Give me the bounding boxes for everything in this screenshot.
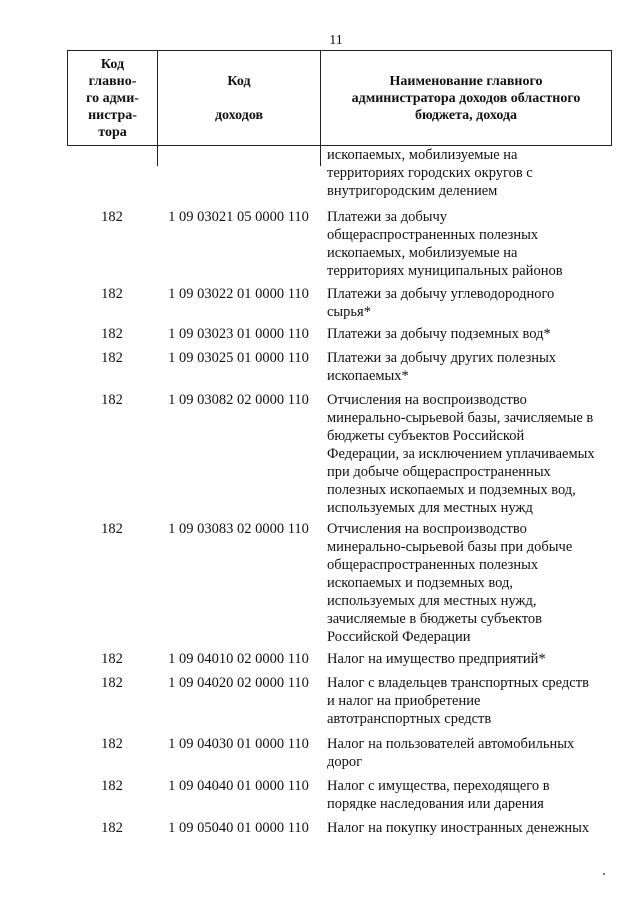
admin-code-cell: 182 bbox=[101, 350, 123, 366]
header-admin-code-label: Код главно- го адми- нистра- тора bbox=[86, 56, 139, 140]
income-name-cell: Платежи за добычу углеводородного сырья* bbox=[327, 286, 555, 320]
admin-code-cell: 182 bbox=[101, 392, 123, 408]
income-code-cell: 1 09 03083 02 0000 110 bbox=[168, 521, 309, 537]
income-code-cell: 1 09 04030 01 0000 110 bbox=[168, 736, 309, 752]
column-divider-2 bbox=[320, 146, 321, 166]
income-name-cell: ископаемых, мобилизуемые на территориях городских округов с внутригородским делением bbox=[327, 147, 533, 199]
income-name-cell: Налог с владельцев транспортных средств и налог на приобретение автотранспортных средств bbox=[327, 675, 589, 727]
income-name-cell: Отчисления на воспроизводство минерально-сырьевой базы при добыче общераспространенных полезных ископаемых и подземных вод, используемых для местных нужд, зачисляемые в бюджеты субъектов Российской Федерации bbox=[327, 521, 573, 645]
income-name-cell: Налог с имущества, переходящего в порядке наследования или дарения bbox=[327, 778, 550, 812]
admin-code-cell: 182 bbox=[101, 778, 123, 794]
income-name-cell: Налог на покупку иностранных денежных bbox=[327, 820, 590, 836]
income-name-cell: Платежи за добычу других полезных ископаемых* bbox=[327, 350, 557, 384]
income-name-cell: Налог на пользователей автомобильных дорог bbox=[327, 736, 575, 770]
income-name-cell: Платежи за добычу подземных вод* bbox=[327, 326, 551, 342]
admin-code-cell: 182 bbox=[101, 286, 123, 302]
income-code-cell: 1 09 04010 02 0000 110 bbox=[168, 651, 309, 667]
admin-code-cell: 182 bbox=[101, 820, 123, 836]
admin-code-cell: 182 bbox=[101, 651, 123, 667]
income-code-cell: 1 09 03022 01 0000 110 bbox=[168, 286, 309, 302]
income-code-cell: 1 09 03021 05 0000 110 bbox=[168, 209, 309, 225]
header-admin-code bbox=[68, 51, 158, 145]
income-name-cell: Отчисления на воспроизводство минерально-сырьевой базы, зачисляемые в бюджеты субъектов Российской Федерации, за исключением уплачиваемых при добыче общераспространенных полезных ископаемых и подземных вод, используемых для местных нужд bbox=[327, 392, 595, 516]
income-code-cell: 1 09 04040 01 0000 110 bbox=[168, 778, 309, 794]
header-income-code-label: Код доходов bbox=[214, 73, 264, 123]
income-name-cell: Налог на имущество предприятий* bbox=[327, 651, 546, 667]
income-code-cell: 1 09 03082 02 0000 110 bbox=[168, 392, 309, 408]
admin-code-cell: 182 bbox=[101, 675, 123, 691]
income-code-cell: 1 09 05040 01 0000 110 bbox=[168, 820, 309, 836]
header-name bbox=[321, 51, 611, 145]
page-number: 11 bbox=[329, 33, 343, 48]
header-income-code bbox=[158, 51, 321, 145]
table-header bbox=[67, 50, 612, 146]
admin-code-cell: 182 bbox=[101, 521, 123, 537]
column-divider-1 bbox=[157, 146, 158, 166]
header-name-label: Наименование главного администратора доходов областного бюджета, дохода bbox=[351, 73, 581, 123]
admin-code-cell: 182 bbox=[101, 326, 123, 342]
income-code-cell: 1 09 04020 02 0000 110 bbox=[168, 675, 309, 691]
admin-code-cell: 182 bbox=[101, 209, 123, 225]
scan-speck bbox=[603, 873, 605, 875]
admin-code-cell: 182 bbox=[101, 736, 123, 752]
income-name-cell: Платежи за добычу общераспространенных полезных ископаемых, мобилизуемые на территориях муниципальных районов bbox=[327, 209, 563, 279]
income-code-cell: 1 09 03023 01 0000 110 bbox=[168, 326, 309, 342]
income-code-cell: 1 09 03025 01 0000 110 bbox=[168, 350, 309, 366]
